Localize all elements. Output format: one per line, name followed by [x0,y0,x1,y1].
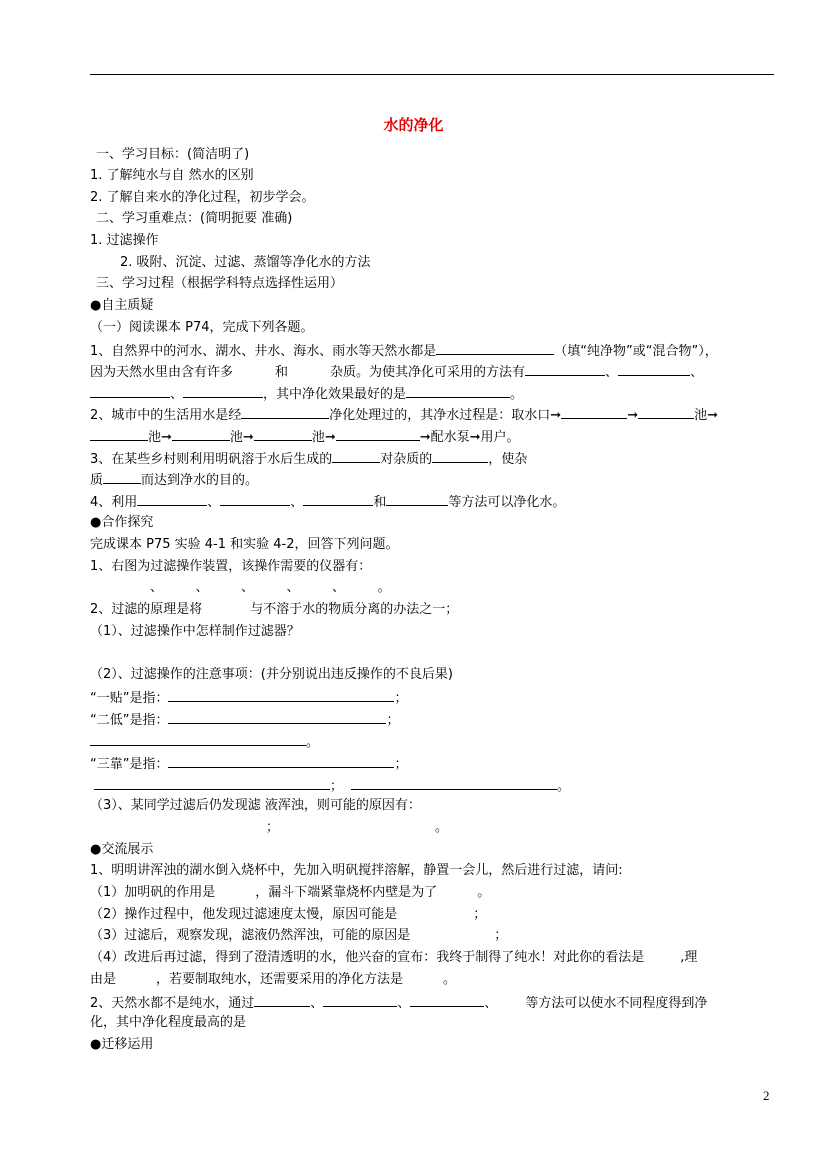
answer-blank[interactable] [220,492,290,506]
exchange-q1-part-2: （2）操作过程中，他发现过滤速度太慢，原因可能是 ； [90,907,487,922]
answer-blank[interactable] [561,405,627,419]
answer-blank[interactable] [90,384,170,398]
answer-blank[interactable] [332,449,380,463]
section-transfer: ●迁移运用 [90,1037,154,1052]
key-point-1: 1. 过滤操作 [90,233,159,248]
question-1-line-1: 1、自然界中的河水、湖水、井水、海水、雨水等天然水都是 （填“纯净物”或“混合物”）， [90,341,718,361]
exchange-question-2: 2、天然水都不是纯水，通过 、 、 、 等方法可以使水不同程度得到净 [90,993,707,1013]
three-lean-line-2: ； 。 [90,776,570,796]
answer-blank[interactable] [351,776,557,790]
answer-blank[interactable] [183,384,263,398]
turbid-filtrate-question: （3）、某同学过滤后仍发现滤 液浑浊，则可能的原因有： [90,798,421,813]
two-low-line-1: “二低”是指： ； [90,710,400,730]
filter-question-make: （1）、过滤操作中怎样制作过滤器？ [90,624,300,639]
answer-blank[interactable] [336,427,420,441]
exchange-q1-part-1: （1）加明矾的作用是 ，漏斗下端紧靠烧杯内壁是为了 。 [90,885,491,900]
answer-blank[interactable] [525,362,605,376]
answer-blank[interactable] [410,993,484,1007]
objectives-heading: 一、学习目标：(简洁明了) [96,147,250,162]
page-title: 水的净化 [383,116,444,134]
question-2-line-2: 池➞ 池➞ 池➞ ➞配水泵➞用户。 [90,427,520,447]
answer-blank[interactable] [168,688,394,702]
answer-blank[interactable] [254,993,310,1007]
three-lean-line-1: “三靠”是指： ； [90,754,408,774]
key-points-heading: 二、学习重难点：(简明扼要 准确) [96,211,293,226]
answer-blank[interactable] [432,449,488,463]
filter-instrument-blanks: 、 、 、 、 、 。 [150,580,391,595]
turbid-filtrate-answers: ； 。 [266,820,449,835]
answer-blank[interactable] [168,754,394,768]
process-heading: 三、学习过程（根据学科特点选择性运用） [96,276,344,291]
question-4: 4、利用 、 、 和 等方法可以净化水。 [90,492,565,512]
question-3-line-1: 3、在某些乡村则利用明矾溶于水后生成的 对杂质的 ，使杂 [90,449,527,469]
header-rule [90,74,774,75]
answer-blank[interactable] [168,710,386,724]
answer-blank[interactable] [94,776,330,790]
section-self-question: ●自主质疑 [90,298,154,313]
answer-blank[interactable] [90,427,148,441]
answer-blank[interactable] [241,405,329,419]
exchange-q1-part-4-cont: 由是 ，若要制取纯水，还需要采用的净化方法是 。 [90,972,457,987]
question-1-line-3: 、 ，其中净化效果最好的是 。 [90,384,523,404]
answer-blank[interactable] [323,993,397,1007]
experiment-task: 完成课本 P75 实验 4-1 和实验 4-2，回答下列问题。 [90,537,399,552]
objective-2: 2. 了解自来水的净化过程，初步学会。 [90,190,315,205]
answer-blank[interactable] [618,362,690,376]
filter-principle: 2、过滤的原理是将 与不溶于水的物质分离的办法之一； [90,602,459,617]
answer-blank[interactable] [254,427,312,441]
page-number: 2 [763,1088,770,1103]
exchange-q1-part-4: （4）改进后再过滤，得到了澄清透明的水，他兴奋的宣布：我终于制得了纯水！对此你的看法是 ,理 [90,950,698,965]
answer-blank[interactable] [303,492,373,506]
filter-question-1: 1、右图为过滤操作装置，该操作需要的仪器有： [90,559,372,574]
two-low-line-2: 。 [90,732,319,752]
exchange-question-1: 1、明明讲浑浊的湖水倒入烧杯中，先加入明矾搅拌溶解，静置一会儿，然后进行过滤，请问: [90,863,623,878]
one-stick-line: “一贴”是指： ； [90,688,408,708]
exchange-q1-part-3: （3）过滤后，观察发现，滤液仍然浑浊，可能的原因是 ； [90,928,508,943]
objective-1: 1. 了解纯水与自 然水的区别 [90,168,254,183]
filter-question-notes: （2）、过滤操作的注意事项：(并分别说出违反操作的不良后果) [90,667,453,682]
question-2-line-1: 2、城市中的生活用水是经 净化处理过的，其净水过程是：取水口➞ ➞ 池➞ [90,405,718,425]
answer-blank[interactable] [90,732,306,746]
answer-blank[interactable] [406,384,510,398]
answer-blank[interactable] [172,427,230,441]
answer-blank[interactable] [103,470,141,484]
section-exchange: ●交流展示 [90,842,154,857]
question-1-line-2: 因为天然水里由含有许多 和 杂质。为使其净化可采用的方法有 、 、 [90,362,703,382]
answer-blank[interactable] [638,405,694,419]
key-point-2: 2. 吸附、沉淀、过滤、蒸馏等净化水的方法 [120,255,371,270]
section-cooperation: ●合作探究 [90,515,154,530]
question-3-line-2: 质 而达到净水的目的。 [90,470,258,490]
answer-blank[interactable] [436,341,554,355]
answer-blank[interactable] [386,492,448,506]
reading-task: （一）阅读课本 P74，完成下列各题。 [90,320,314,335]
exchange-question-2-cont: 化，其中净化程度最高的是 [90,1015,247,1030]
answer-blank[interactable] [137,492,207,506]
